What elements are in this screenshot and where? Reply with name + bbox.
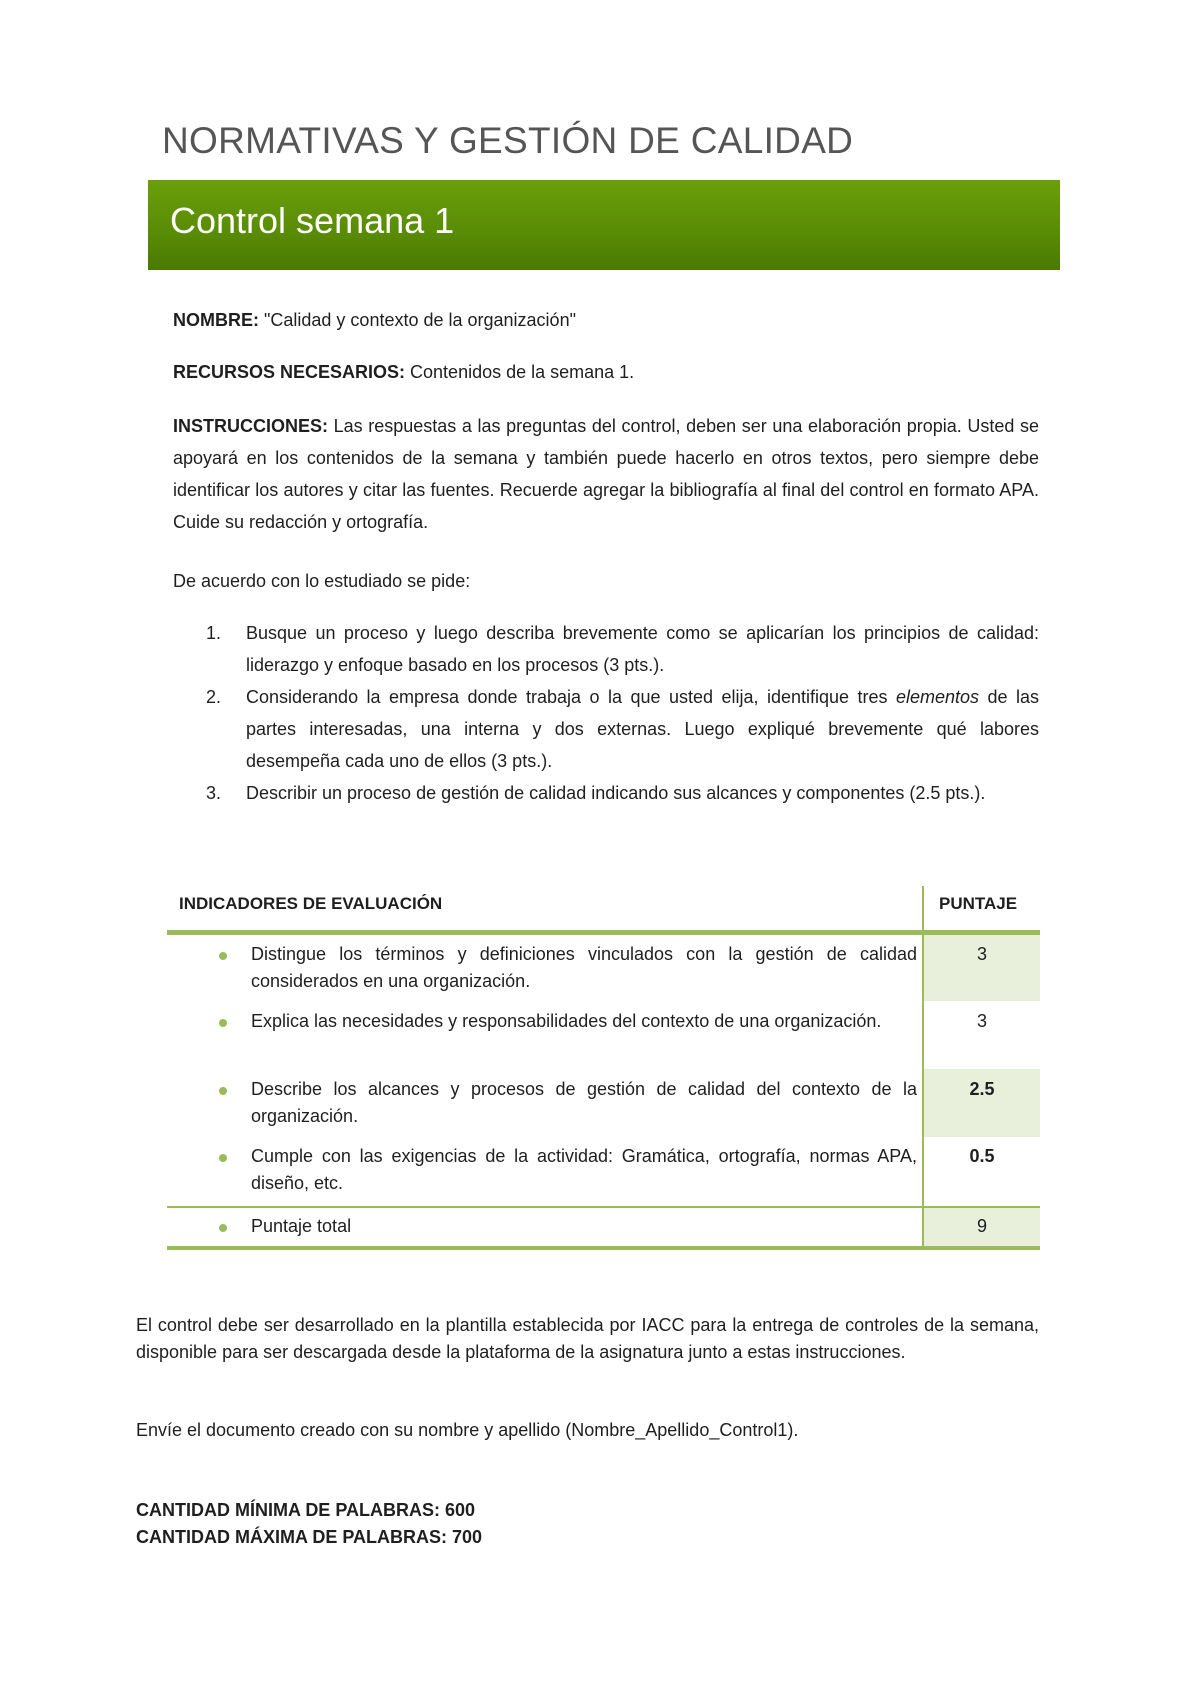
header-rule: [167, 930, 1040, 935]
bullet-icon: [219, 952, 227, 960]
recursos-value: Contenidos de la semana 1.: [405, 362, 635, 382]
nombre-value: "Calidad y contexto de la organización": [259, 310, 576, 330]
title-banner: [148, 180, 1060, 270]
instrucciones-paragraph: [173, 410, 1039, 538]
score-value: 3: [976, 1011, 987, 1031]
score-value: 3: [976, 944, 987, 964]
instrucciones-label: INSTRUCCIONES:: [173, 416, 329, 436]
score-value: 0.5: [969, 1146, 995, 1166]
total-label: Puntaje total: [251, 1216, 352, 1236]
min-words-line: [136, 1497, 475, 1524]
list-number: 1.: [206, 623, 222, 643]
list-item: [173, 681, 1039, 777]
instrucciones-value: Las respuestas a las preguntas del control, deben ser una elaboración propia. Usted se apoyará en los contenidos de la semana y también puede hacerlo en otros textos, pero siempre debe identificar los autores y citar las fuentes. Recuerde agregar la bibliografía al final del control en formato APA. Cuide su redacción y ortografía.: [173, 416, 1039, 532]
bullet-icon: [219, 1019, 227, 1027]
header-indicadores: INDICADORES DE EVALUACIÓN: [179, 894, 443, 913]
question-text: Considerando la empresa donde trabaja o la que usted elija, identifique tres: [246, 687, 896, 707]
nombre-label: NOMBRE:: [173, 310, 259, 330]
header-puntaje: PUNTAJE: [939, 894, 1018, 913]
recursos-label: RECURSOS NECESARIOS:: [173, 362, 406, 382]
min-words-label: CANTIDAD MÍNIMA DE PALABRAS:: [136, 1500, 440, 1520]
question-text: de las partes interesadas, una interna y dos externas. Luego expliqué brevemente qué labores desempeña cada uno de ellos (3 pts.).: [246, 687, 1039, 771]
question-text: Describir un proceso de gestión de calidad indicando sus alcances y componentes (2.5 pts.).: [246, 783, 986, 803]
max-words-label: CANTIDAD MÁXIMA DE PALABRAS:: [136, 1527, 447, 1547]
list-number: 2.: [206, 687, 222, 707]
min-words-value: 600: [439, 1500, 476, 1520]
indicador-text: Describe los alcances y procesos de gestión de calidad del contexto de la organización.: [251, 1079, 917, 1126]
intro-pide: De acuerdo con lo estudiado se pide:: [173, 571, 471, 591]
footer-envie: Envíe el documento creado con su nombre y apellido (Nombre_Apellido_Control1).: [136, 1420, 799, 1440]
indicador-text: Distingue los términos y definiciones vinculados con la gestión de calidad considerados en una organización.: [251, 944, 917, 991]
bullet-icon: [219, 1154, 227, 1162]
max-words-line: [136, 1524, 482, 1551]
list-item: [173, 617, 1039, 681]
question-text: Busque un proceso y luego describa brevemente como se aplicarían los principios de calidad: liderazgo y enfoque basado en los procesos (3 pts.).: [246, 623, 1039, 675]
score-value: 2.5: [969, 1079, 995, 1099]
bullet-icon: [219, 1224, 227, 1232]
bottom-rule: [167, 1246, 1040, 1250]
banner-title: Control semana 1: [170, 200, 455, 241]
total-score: 9: [976, 1216, 987, 1236]
question-emphasis: elementos: [895, 687, 980, 707]
list-number: 3.: [206, 783, 222, 803]
questions-list: [173, 617, 1039, 809]
total-rule: [167, 1206, 1040, 1208]
footer-plantilla: El control debe ser desarrollado en la plantilla establecida por IACC para la entrega de controles de la semana, disponible para ser descargada desde la plataforma de la asignatura junto a estas instrucciones.: [136, 1315, 1039, 1362]
list-item: [173, 777, 1039, 809]
recursos-line: [173, 356, 634, 388]
max-words-value: 700: [446, 1527, 483, 1547]
nombre-line: [173, 304, 576, 336]
indicador-text: Cumple con las exigencias de la actividad: Gramática, ortografía, normas APA, diseño, etc.: [251, 1146, 917, 1193]
indicador-text: Explica las necesidades y responsabilidades del contexto de una organización.: [251, 1011, 882, 1031]
course-title: NORMATIVAS Y GESTIÓN DE CALIDAD: [162, 120, 854, 161]
bullet-icon: [219, 1087, 227, 1095]
